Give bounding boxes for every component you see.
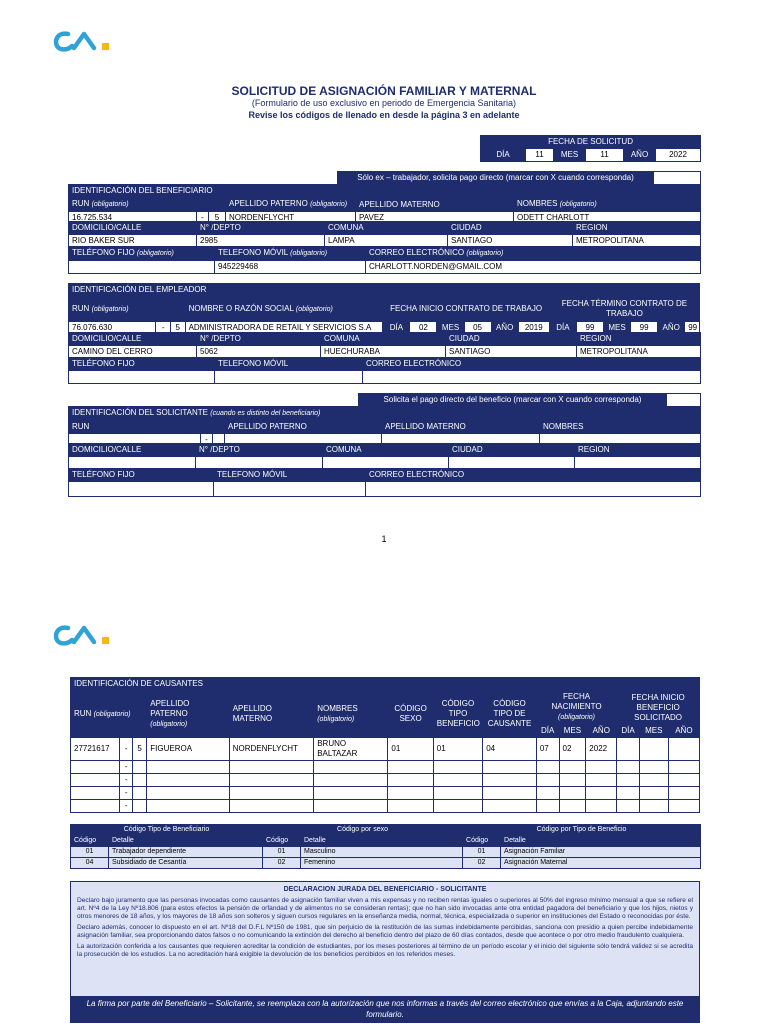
causante-ini-mes[interactable] bbox=[639, 738, 668, 761]
termino-anio-label: AÑO bbox=[658, 322, 685, 335]
empleador-telefono-movil[interactable] bbox=[215, 371, 363, 384]
beneficiario-contacto-table bbox=[68, 246, 701, 274]
empleador-ciudad-label: CIUDAD bbox=[446, 333, 577, 346]
empleador-depto[interactable]: 5062 bbox=[197, 346, 321, 359]
solicitante-domicilio-label: DOMICILIO/CALLE bbox=[69, 444, 196, 457]
run-dash: - bbox=[197, 212, 209, 225]
codigo-value: 04 bbox=[71, 858, 109, 869]
causante-apellido-paterno[interactable]: FIGUEROA bbox=[147, 738, 229, 761]
beneficiario-domicilio[interactable]: RIO BAKER SUR bbox=[69, 235, 197, 248]
solicitante-am-label: APELLIDO MATERNO bbox=[382, 421, 540, 434]
solicitante-region-label: REGION bbox=[575, 444, 701, 457]
pago-directo-ex-checkbox[interactable] bbox=[654, 172, 701, 185]
beneficiario-telefono-fijo[interactable] bbox=[69, 261, 215, 274]
empleador-region[interactable]: METROPOLITANA bbox=[577, 346, 701, 359]
beneficiario-comuna-label: COMUNA bbox=[325, 222, 448, 235]
termino-dia-label: DÍA bbox=[549, 322, 576, 335]
form-subtitle: (Formulario de uso exclusivo en periodo de Emergencia Sanitaria) bbox=[251, 98, 517, 108]
solicitante-telefono-movil[interactable] bbox=[214, 482, 366, 497]
empleador-correo-label: CORREO ELECTRÓNICO bbox=[363, 358, 701, 371]
ini-anio-label: AÑO bbox=[668, 725, 699, 738]
solicitante-fijo-label: TELÉFONO FIJO bbox=[69, 469, 214, 482]
pago-directo-checkbox[interactable] bbox=[667, 394, 701, 407]
empleador-termino-label: FECHA TÉRMINO CONTRATO DE TRABAJO bbox=[549, 297, 699, 322]
causante-dv[interactable]: 5 bbox=[132, 738, 146, 761]
ini-mes-label: MES bbox=[639, 725, 668, 738]
fecha-dia[interactable]: 11 bbox=[526, 149, 554, 162]
fecha-solicitud-table bbox=[480, 135, 701, 162]
beneficiario-apellido-materno[interactable]: PAVEZ bbox=[356, 212, 514, 225]
causantes-sexo-label: CÓDIGO SEXO bbox=[388, 691, 433, 738]
caja-logo bbox=[52, 622, 122, 648]
empleador-domicilio-label: DOMICILIO/CALLE bbox=[69, 333, 197, 346]
causante-apellido-materno[interactable]: NORDENFLYCHT bbox=[229, 738, 314, 761]
run-dash: - bbox=[120, 774, 132, 787]
empleador-contacto-table bbox=[68, 357, 701, 384]
declaracion-paragraph-1: Declaro bajo juramento que las personas invocadas como causantes de asignación familiar viven a mis expensas y no reciben rentas iguales o superiores al 50% del ingreso mínimo mensual a que se refiere el art. Nº4 de la Ley Nº18.806 (para estos efectos la pensión de orfandad y de alimentos no se consideran rentas); que no han sido invocadas ante otra entidad pagadora del beneficiario y que los hijos, nietos y otros menores de 18 años, y los mayores de 18 años son solteros y siguen cursos regulares en la enseñanza media, normal, técnica, especializada o superior en instituciones del Estado o reconocidas por éste. bbox=[77, 897, 693, 920]
empleador-correo[interactable] bbox=[363, 371, 701, 384]
beneficiario-ciudad-label: CIUDAD bbox=[448, 222, 573, 235]
causantes-nombres-label: NOMBRES (obligatorio) bbox=[314, 691, 388, 738]
run-dash: - bbox=[120, 738, 132, 761]
causante-tipo-beneficio[interactable]: 01 bbox=[433, 738, 482, 761]
causante-ini-dia[interactable] bbox=[617, 738, 640, 761]
solicitante-correo[interactable] bbox=[366, 482, 701, 497]
codigo-tipo-beneficio-title: Código por Tipo de Beneficio bbox=[463, 825, 701, 836]
fecha-mes-label: MES bbox=[554, 149, 586, 162]
table-row bbox=[71, 761, 700, 774]
solicitante-telefono-fijo[interactable] bbox=[69, 482, 214, 497]
codigo-value: 02 bbox=[463, 858, 501, 869]
run-dash: - bbox=[201, 434, 213, 447]
inicio-mes-label: MES bbox=[437, 322, 464, 335]
fecha-dia-label: DÍA bbox=[481, 149, 526, 162]
codigo-header: Código bbox=[463, 836, 501, 847]
inicio-anio[interactable]: 2019 bbox=[518, 322, 549, 335]
nac-anio-label: AÑO bbox=[586, 725, 617, 738]
detalle-value: Subsidiado de Cesantía bbox=[109, 858, 263, 869]
beneficiario-domicilio-label: DOMICILIO/CALLE bbox=[69, 222, 197, 235]
fecha-anio[interactable]: 2022 bbox=[656, 149, 701, 162]
causante-sexo[interactable]: 01 bbox=[388, 738, 433, 761]
beneficiario-dv[interactable]: 5 bbox=[209, 212, 226, 225]
beneficiario-ap-label: APELLIDO PATERNO (obligatorio) bbox=[226, 198, 356, 212]
causantes-run-label: RUN (obligatorio) bbox=[71, 691, 147, 738]
empleador-comuna-label: COMUNA bbox=[321, 333, 446, 346]
beneficiario-domicilio-table bbox=[68, 221, 701, 248]
declaracion-paragraph-2: Declaro además, conocer lo dispuesto en el art. Nº18 del D.F.L Nº150 de 1981, que sin perjuicio de la restitución de las sumas indebidamente percibidas, sanciona con presidio a quien percibe indebidamente asignación familiar, sea proporcionando datos falsos o no comunicando la extinción del derecho al beneficio dentro del plazo de 60 días contados, desde que acontece o por otro medio fraudulento cualquiera. bbox=[77, 924, 693, 939]
solicitante-ciudad-label: CIUDAD bbox=[449, 444, 575, 457]
codigo-value: 02 bbox=[263, 858, 301, 869]
causante-run[interactable]: 27721617 bbox=[71, 738, 120, 761]
solicitante-comuna-label: COMUNA bbox=[323, 444, 449, 457]
causantes-nacimiento-label: FECHA NACIMIENTO (obligatorio) bbox=[536, 691, 616, 725]
pago-directo-ex-trabajador bbox=[337, 171, 701, 185]
pago-directo-solicitante bbox=[358, 393, 701, 407]
causante-ini-anio[interactable] bbox=[668, 738, 699, 761]
solicitante-nombres-label: NOMBRES bbox=[540, 421, 701, 434]
codigo-value: 01 bbox=[71, 847, 109, 858]
codigo-value: 01 bbox=[263, 847, 301, 858]
empleador-razon-label: NOMBRE O RAZÓN SOCIAL (obligatorio) bbox=[185, 297, 383, 322]
beneficiario-region-label: REGION bbox=[573, 222, 701, 235]
codigo-sexo-title: Código por sexo bbox=[263, 825, 463, 836]
empleador-inicio-label: FECHA INICIO CONTRATO DE TRABAJO bbox=[383, 297, 550, 322]
fecha-mes[interactable]: 11 bbox=[586, 149, 624, 162]
declaracion-paragraph-3: La autorización conferida a los causantes que requieren acreditar la condición de estudiantes, por los meses posteriores al término de un período escolar y el inicio del siguiente sólo tendrá validez si se acredita la prosecución de los estudios. La no acreditación hará exigible la devolución de los beneficios percibidos en los referidos meses. bbox=[77, 943, 693, 958]
table-row bbox=[71, 787, 700, 800]
detalle-header: Detalle bbox=[501, 836, 701, 847]
run-dash: - bbox=[120, 787, 132, 800]
solicitante-depto-label: N° /DEPTO bbox=[196, 444, 323, 457]
causante-nombres[interactable]: BRUNO BALTAZAR bbox=[314, 738, 388, 761]
beneficiario-apellido-paterno[interactable]: NORDENFLYCHT bbox=[226, 212, 356, 225]
detalle-value: Femenino bbox=[301, 858, 463, 869]
table-row bbox=[71, 800, 700, 813]
beneficiario-region[interactable]: METROPOLITANA bbox=[573, 235, 701, 248]
beneficiario-nombres-label: NOMBRES (obligatorio) bbox=[514, 198, 701, 212]
beneficiario-telefono-movil[interactable]: 945229468 bbox=[215, 261, 366, 274]
caja-logo bbox=[52, 28, 122, 54]
termino-anio[interactable]: 99 bbox=[685, 322, 700, 335]
causante-nac-dia[interactable]: 07 bbox=[536, 738, 559, 761]
causantes-ap-label: APELLIDO PATERNO (obligatorio) bbox=[147, 691, 229, 738]
detalle-value: Asignación Familiar bbox=[501, 847, 701, 858]
empleador-domicilio-table bbox=[68, 332, 701, 359]
pago-directo-ex-label: Sólo ex – trabajador, solicita pago directo (marcar con X cuando corresponda) bbox=[338, 172, 654, 185]
detalle-value: Trabajador dependiente bbox=[109, 847, 263, 858]
codigo-tipo-beneficiario-title: Código Tipo de Beneficiario bbox=[71, 825, 263, 836]
run-dash: - bbox=[120, 800, 132, 813]
beneficiario-correo[interactable]: CHARLOTT.NORDEN@GMAIL.COM bbox=[366, 261, 701, 274]
nac-mes-label: MES bbox=[559, 725, 586, 738]
termino-dia[interactable]: 99 bbox=[576, 322, 603, 335]
codigo-header: Código bbox=[71, 836, 109, 847]
empleador-domicilio[interactable]: CAMINO DEL CERRO bbox=[69, 346, 197, 359]
causantes-inicio-label: FECHA INICIO BENEFICIO SOLICITADO bbox=[617, 691, 700, 725]
inicio-dia[interactable]: 02 bbox=[410, 322, 437, 335]
causantes-tipo-causante-label: CÓDIGO TIPO DE CAUSANTE bbox=[483, 691, 537, 738]
termino-mes[interactable]: 99 bbox=[631, 322, 658, 335]
declaracion-footer: La firma por parte del Beneficiario – Solicitante, se reemplaza con la autorización que nos informas a través del correo electrónico que envías a la Caja, adjuntando este formulario. bbox=[71, 996, 699, 1022]
declaracion-jurada bbox=[70, 881, 700, 1023]
detalle-header: Detalle bbox=[109, 836, 263, 847]
empleador-depto-label: N° /DEPTO bbox=[197, 333, 321, 346]
causantes-am-label: APELLIDO MATERNO bbox=[229, 691, 314, 738]
form-title: SOLICITUD DE ASIGNACIÓN FAMILIAR Y MATERNAL bbox=[231, 84, 537, 98]
empleador-movil-label: TELEFONO MÓVIL bbox=[215, 358, 363, 371]
empleador-razon-social[interactable]: ADMINISTRADORA DE RETAIL Y SERVICIOS S.A bbox=[185, 322, 383, 335]
codigo-value: 01 bbox=[463, 847, 501, 858]
empleador-telefono-fijo[interactable] bbox=[69, 371, 215, 384]
empleador-dv[interactable]: 5 bbox=[171, 322, 186, 335]
solicitante-correo-label: CORREO ELECTRÓNICO bbox=[366, 469, 701, 482]
form-note: Revise los códigos de llenado en desde la página 3 en adelante bbox=[248, 110, 520, 120]
page-number: 1 bbox=[381, 534, 387, 544]
causante-tipo-causante[interactable]: 04 bbox=[483, 738, 537, 761]
detalle-value: Masculino bbox=[301, 847, 463, 858]
causante-nac-anio[interactable]: 2022 bbox=[586, 738, 617, 761]
beneficiario-table bbox=[68, 184, 701, 225]
empleador-section-title: IDENTIFICACIÓN DEL EMPLEADOR bbox=[69, 284, 700, 297]
solicitante-section-title: IDENTIFICACIÓN DEL SOLICITANTE (cuando es distinto del beneficiario) bbox=[69, 407, 701, 421]
solicitante-run-label: RUN bbox=[69, 421, 225, 434]
beneficiario-am-label: APELLIDO MATERNO bbox=[356, 198, 514, 212]
empleador-run[interactable]: 76.076.630 bbox=[69, 322, 156, 335]
run-dash: - bbox=[156, 322, 171, 335]
empleador-fijo-label: TELÉFONO FIJO bbox=[69, 358, 215, 371]
solicitante-table bbox=[68, 406, 701, 447]
beneficiario-depto-label: N° /DEPTO bbox=[197, 222, 325, 235]
beneficiario-run[interactable]: 16.725.534 bbox=[69, 212, 197, 225]
solicitante-movil-label: TELEFONO MÓVIL bbox=[214, 469, 366, 482]
nac-dia-label: DÍA bbox=[536, 725, 559, 738]
causantes-tipo-beneficio-label: CÓDIGO TIPO BENEFICIO bbox=[433, 691, 482, 738]
run-dash: - bbox=[120, 761, 132, 774]
beneficiario-nombres[interactable]: ODETT CHARLOTT bbox=[514, 212, 701, 225]
solicitante-ap-label: APELLIDO PATERNO bbox=[225, 421, 382, 434]
inicio-dia-label: DÍA bbox=[383, 322, 410, 335]
beneficiario-correo-label: CORREO ELECTRÓNICO (obligatorio) bbox=[366, 247, 701, 261]
ini-dia-label: DÍA bbox=[617, 725, 640, 738]
beneficiario-ciudad[interactable]: SANTIAGO bbox=[448, 235, 573, 248]
empleador-run-label: RUN (obligatorio) bbox=[69, 297, 186, 322]
causante-nac-mes[interactable]: 02 bbox=[559, 738, 586, 761]
inicio-mes[interactable]: 05 bbox=[464, 322, 491, 335]
termino-mes-label: MES bbox=[604, 322, 631, 335]
fecha-anio-label: AÑO bbox=[624, 149, 656, 162]
fecha-solicitud-label: FECHA DE SOLICITUD bbox=[481, 136, 701, 149]
codigos-table bbox=[70, 824, 701, 869]
empleador-ciudad[interactable]: SANTIAGO bbox=[446, 346, 577, 359]
inicio-anio-label: AÑO bbox=[491, 322, 518, 335]
detalle-value: Asignación Maternal bbox=[501, 858, 701, 869]
causantes-section-title: IDENTIFICACIÓN DE CAUSANTES bbox=[71, 678, 700, 691]
solicitante-contacto-table bbox=[68, 468, 701, 497]
beneficiario-movil-label: TELEFONO MÓVIL (obligatorio) bbox=[215, 247, 366, 261]
empleador-region-label: REGION bbox=[577, 333, 701, 346]
codigo-header: Código bbox=[263, 836, 301, 847]
beneficiario-comuna[interactable]: LAMPA bbox=[325, 235, 448, 248]
pago-directo-label: Solicita el pago directo del beneficio (marcar con X cuando corresponda) bbox=[359, 394, 667, 407]
detalle-header: Detalle bbox=[301, 836, 463, 847]
beneficiario-run-label: RUN (obligatorio) bbox=[69, 198, 226, 212]
beneficiario-fijo-label: TELÉFONO FIJO (obligatorio) bbox=[69, 247, 215, 261]
empleador-table bbox=[68, 283, 700, 335]
causantes-table bbox=[70, 677, 700, 813]
beneficiario-depto[interactable]: 2985 bbox=[197, 235, 325, 248]
declaracion-title: DECLARACION JURADA DEL BENEFICIARIO - SOLICITANTE bbox=[283, 886, 487, 893]
table-row bbox=[71, 774, 700, 787]
beneficiario-section-title: IDENTIFICACIÓN DEL BENEFICIARIO bbox=[69, 185, 701, 198]
solicitante-domicilio-table bbox=[68, 443, 701, 470]
empleador-comuna[interactable]: HUECHURABA bbox=[321, 346, 446, 359]
